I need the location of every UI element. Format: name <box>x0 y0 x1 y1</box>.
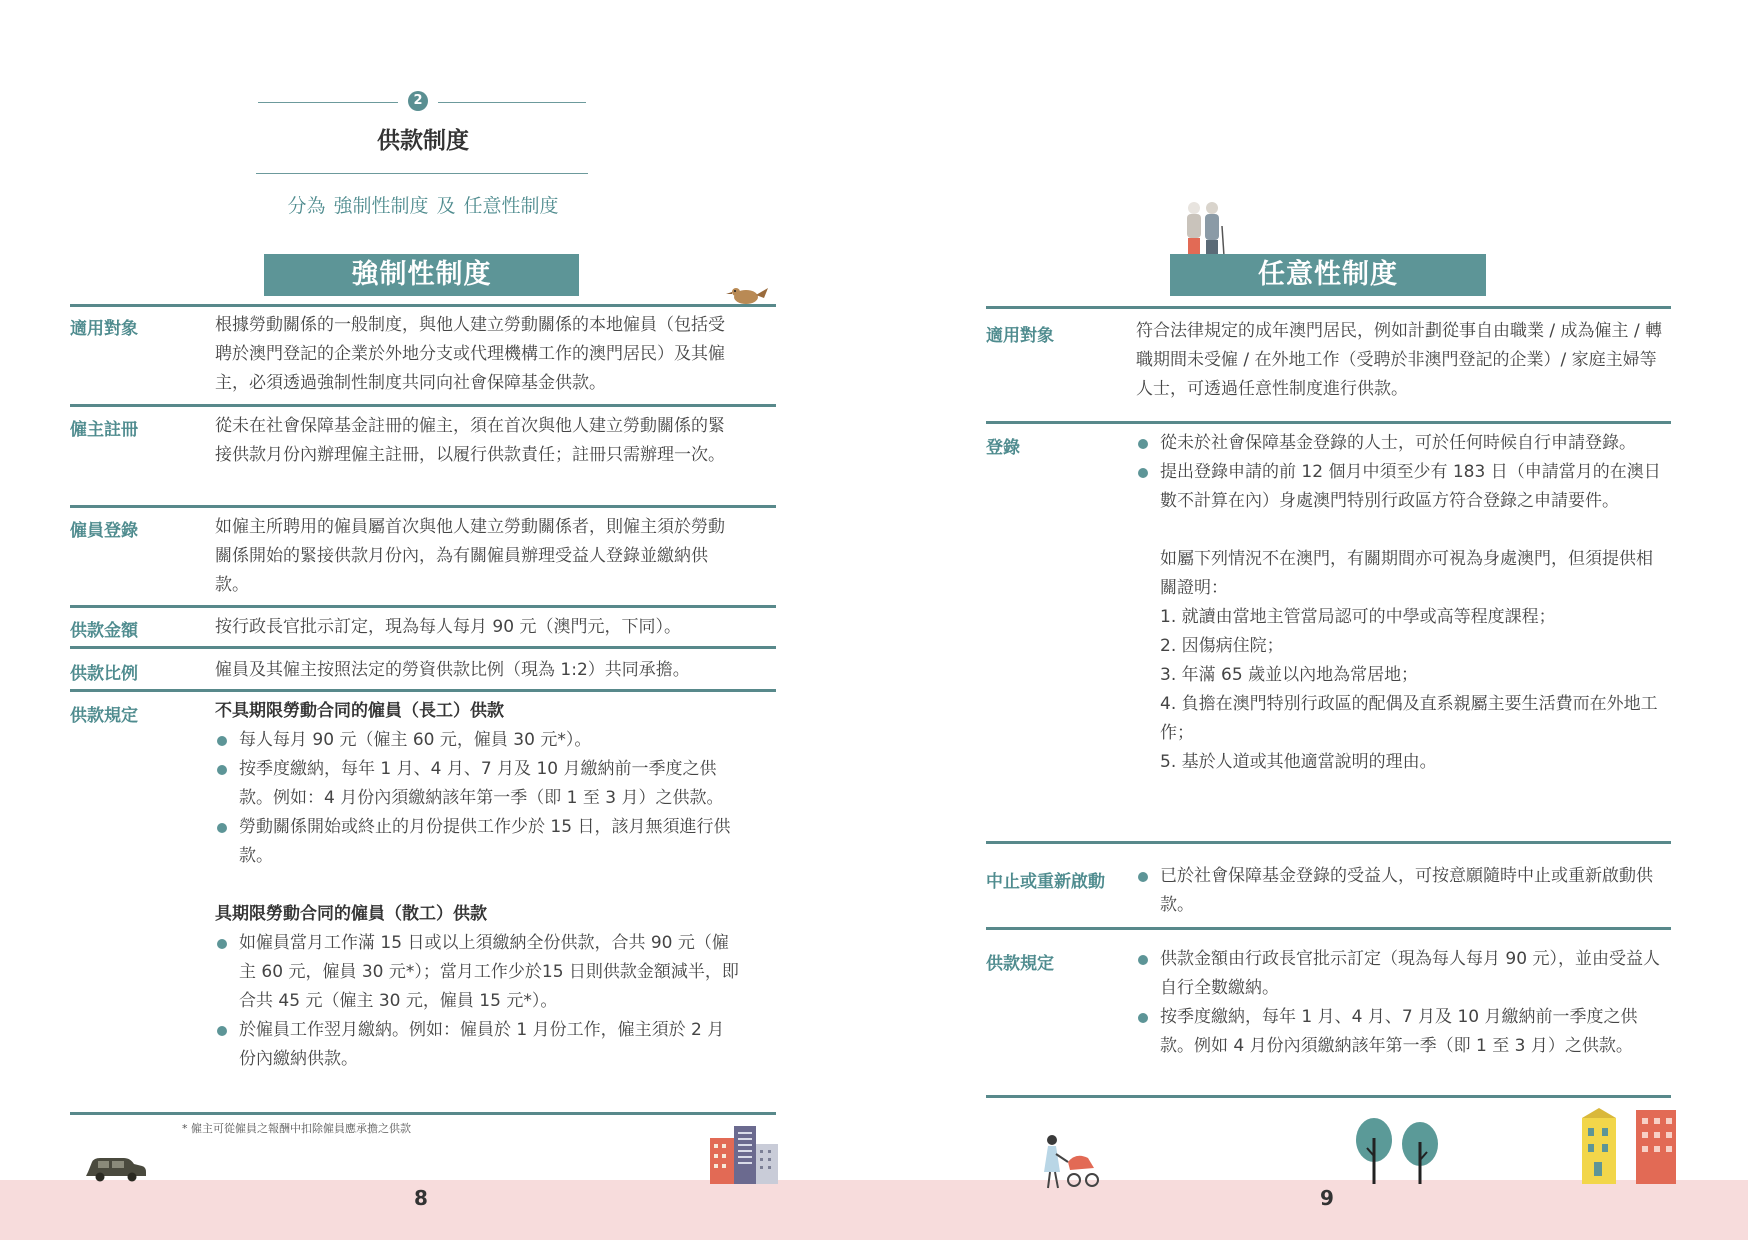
bullet-item <box>215 1016 740 1074</box>
bullet-text: 如僱員當月工作滿 15 日或以上須繳納全份供款，合共 90 元（僱主 60 元，僱員 30 元*）；當月工作少於15 日則供款金額減半，即合共 45 元（僱主 30 元，僱員 15 元*）。 <box>239 933 739 1011</box>
short-term-heading: 具期限勞動合同的僱員（散工）供款 <box>215 904 487 924</box>
colorful-buildings-icon <box>1580 1106 1680 1184</box>
section-rule-left <box>258 102 398 103</box>
section-title-underline <box>256 173 588 174</box>
bullet-dot <box>1138 955 1148 965</box>
row-label-scope: 適用對象 <box>70 319 138 339</box>
bullet-dot <box>217 1026 227 1036</box>
row-text-employer-registration: 從未在社會保障基金註冊的僱主，須在首次與他人建立勞動關係的緊接供款月份內辦理僱主註冊，以履行供款責任；註冊只需辦理一次。 <box>215 416 725 465</box>
bullet-text: 勞動關係開始或終止的月份提供工作少於 15 日，該月無須進行供款。 <box>239 817 731 866</box>
page-number-left: 8 <box>414 1186 428 1210</box>
bullet-dot <box>1138 468 1148 478</box>
bullet-dot <box>1138 1013 1148 1023</box>
row-divider <box>70 605 776 608</box>
city-buildings-icon <box>708 1122 780 1184</box>
bullet-dot <box>217 736 227 746</box>
numbered-item: 4. 負擔在澳門特別行政區的配偶及直系親屬主要生活費而在外地工作； <box>1160 694 1658 743</box>
bullet-item <box>1136 458 1664 516</box>
suspend-content <box>1136 862 1664 920</box>
bullet-item <box>1136 945 1664 1003</box>
bullet-text: 從未於社會保障基金登錄的人士，可於任何時候自行申請登錄。 <box>1160 433 1636 453</box>
row-label-ratio: 供款比例 <box>70 664 138 684</box>
bullet-item <box>215 726 740 755</box>
row-text-scope: 符合法律規定的成年澳門居民，例如計劃從事自由職業 / 成為僱主 / 轉職期間未受僱 / 在外地工作（受聘於非澳門登記的企業）/ 家庭主婦等人士，可透過任意性制度進行供款。 <box>1136 321 1663 399</box>
row-text-amount: 按行政長官批示訂定，現為每人每月 90 元（澳門元，下同）。 <box>215 617 681 637</box>
row-label-scope: 適用對象 <box>986 326 1054 346</box>
row-text-employee-enrolment: 如僱主所聘用的僱員屬首次與他人建立勞動關係者，則僱主須於勞動關係開始的緊接供款月份內，為有關僱員辦理受益人登錄並繳納供款。 <box>215 517 725 595</box>
bullet-item <box>215 813 740 871</box>
bullet-text: 按季度繳納，每年 1 月、4 月、7 月及 10 月繳納前一季度之供款。例如：4 月份內須繳納該年第一季（即 1 至 3 月）之供款。 <box>239 759 724 808</box>
numbered-item: 2. 因傷病住院； <box>1160 636 1284 656</box>
row-divider <box>70 505 776 508</box>
row-label-amount: 供款金額 <box>70 621 138 641</box>
row-label-registration: 登錄 <box>986 438 1020 458</box>
mother-stroller-icon <box>1042 1134 1104 1192</box>
bullet-dot <box>217 765 227 775</box>
row-divider <box>986 841 1671 844</box>
row-label-suspend: 中止或重新啟動 <box>986 872 1105 892</box>
section-subtitle <box>238 191 608 218</box>
row-divider <box>986 421 1671 424</box>
bullet-text: 每人每月 90 元（僱主 60 元，僱員 30 元*）。 <box>239 730 592 750</box>
footer-band <box>0 1180 1748 1240</box>
bullet-dot <box>1138 439 1148 449</box>
registration-note: 如屬下列情況不在澳門，有關期間亦可視為身處澳門，但須提供相關證明： <box>1160 549 1653 598</box>
bullet-item <box>215 755 740 813</box>
section-title: 供款制度 <box>377 128 469 154</box>
section-rule-right <box>438 102 586 103</box>
registration-content <box>1136 429 1664 777</box>
numbered-item: 3. 年滿 65 歲並以內地為常居地； <box>1160 665 1419 685</box>
row-text-ratio: 僱員及其僱主按照法定的勞資供款比例（現為 1:2）共同承擔。 <box>215 660 690 680</box>
subtitle-option-a: 強制性制度 <box>333 195 429 217</box>
bullet-text: 於僱員工作翌月繳納。例如：僱員於 1 月份工作，僱主須於 2 月份內繳納供款。 <box>239 1020 725 1069</box>
bullet-item <box>1136 1003 1664 1061</box>
bullet-item <box>1136 862 1664 920</box>
voluntary-banner: 任意性制度 <box>1170 254 1486 296</box>
row-label-rules: 供款規定 <box>70 706 138 726</box>
row-label-employer-registration: 僱主註冊 <box>70 420 138 440</box>
bullet-item <box>1136 429 1664 458</box>
trees-icon <box>1352 1116 1446 1186</box>
row-label-rules: 供款規定 <box>986 954 1054 974</box>
page-number-right: 9 <box>1320 1186 1334 1210</box>
bullet-dot <box>217 823 227 833</box>
bullet-item <box>215 929 740 1016</box>
subtitle-option-b: 任意性制度 <box>463 195 559 217</box>
bullet-text: 已於社會保障基金登錄的受益人，可按意願隨時中止或重新啟動供款。 <box>1160 866 1653 915</box>
row-divider <box>70 404 776 407</box>
bullet-text: 按季度繳納，每年 1 月、4 月、7 月及 10 月繳納前一季度之供款。例如 4 月份內須繳納該年第一季（即 1 至 3 月）之供款。 <box>1160 1007 1638 1056</box>
bullet-text: 供款金額由行政長官批示訂定（現為每人每月 90 元），並由受益人自行全數繳納。 <box>1160 949 1660 998</box>
row-divider <box>70 646 776 649</box>
row-divider <box>70 689 776 692</box>
row-divider <box>986 927 1671 930</box>
row-divider <box>70 1112 776 1115</box>
bullet-dot <box>217 939 227 949</box>
mandatory-banner: 強制性制度 <box>264 254 579 296</box>
row-label-employee-enrolment: 僱員登錄 <box>70 521 138 541</box>
bullet-dot <box>1138 872 1148 882</box>
elderly-couple-icon <box>1180 200 1228 262</box>
rules-content <box>1136 945 1664 1061</box>
car-icon <box>84 1152 148 1182</box>
row-divider <box>70 304 776 307</box>
subtitle-prefix: 分為 <box>287 195 326 217</box>
numbered-item: 5. 基於人道或其他適當說明的理由。 <box>1160 752 1437 772</box>
footnote: * 僱主可從僱員之報酬中扣除僱員應承擔之供款 <box>182 1122 411 1135</box>
section-number-badge: 2 <box>408 91 428 111</box>
numbered-item: 1. 就讀由當地主管當局認可的中學或高等程度課程； <box>1160 607 1556 627</box>
long-term-heading: 不具期限勞動合同的僱員（長工）供款 <box>215 701 504 721</box>
row-text-scope: 根據勞動關係的一般制度，與他人建立勞動關係的本地僱員（包括受聘於澳門登記的企業於外地分支或代理機構工作的澳門居民）及其僱主，必須透過強制性制度共同向社會保障基金供款。 <box>215 315 725 393</box>
row-divider <box>986 306 1671 309</box>
bullet-text: 提出登錄申請的前 12 個月中須至少有 183 日（申請當月的在澳日數不計算在內）身處澳門特別行政區方符合登錄之申請要件。 <box>1160 462 1661 511</box>
rules-content <box>215 697 740 1074</box>
row-divider <box>986 1095 1671 1098</box>
subtitle-join: 及 <box>436 195 456 217</box>
